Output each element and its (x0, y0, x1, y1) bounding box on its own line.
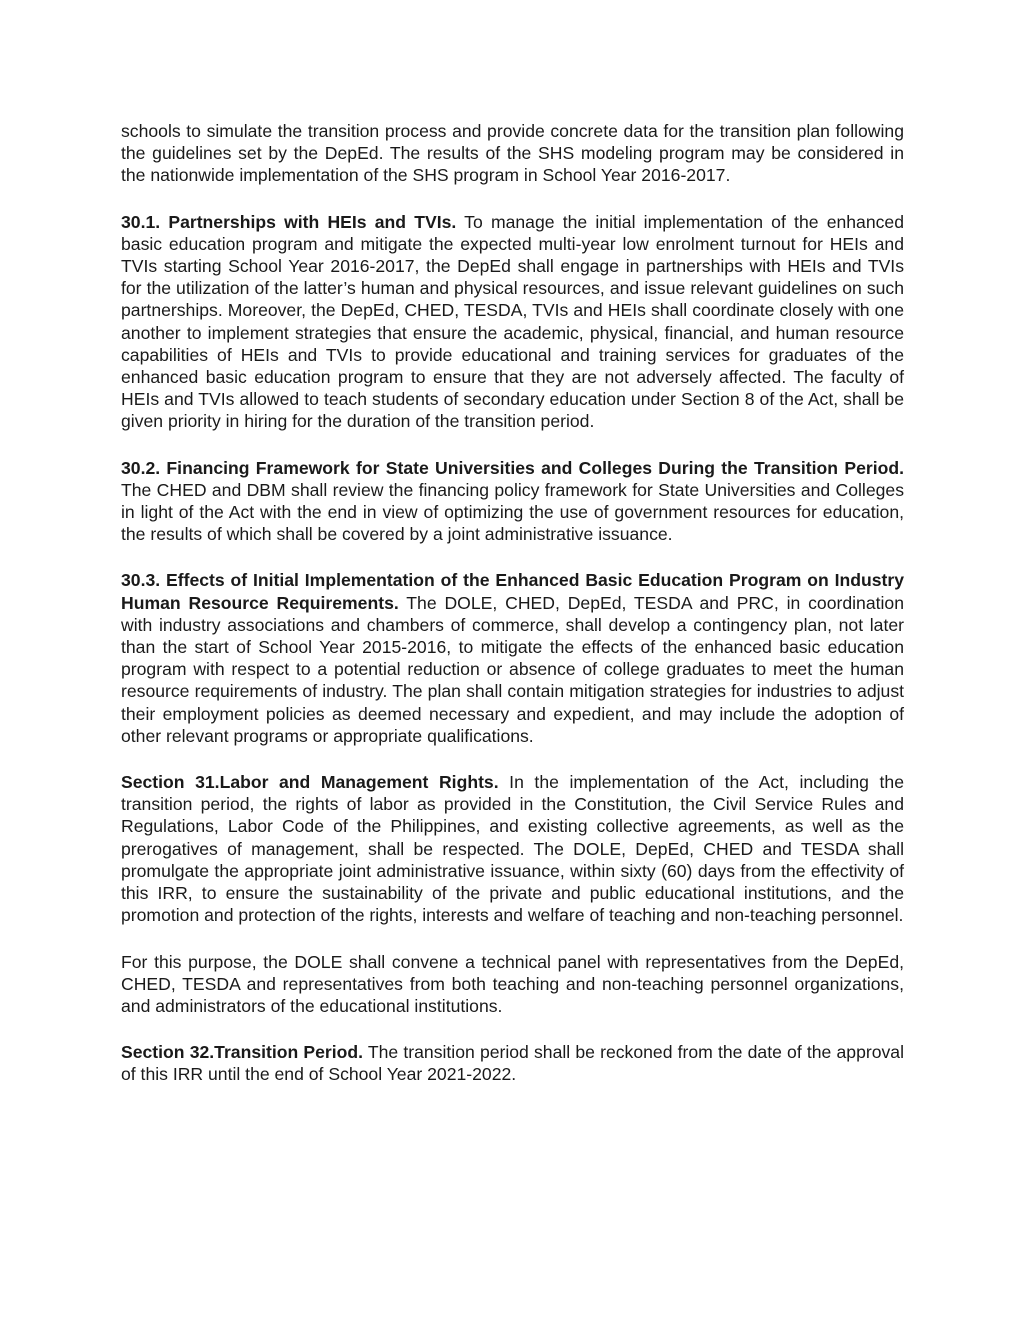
paragraph-body: The DOLE, CHED, DepEd, TESDA and PRC, in coordination with industry associations and chambers of commerce, shall develop a contingency plan, not later than the start of School Year 2015-2016, to mitigate the effects of the enhanced basic education program with respect to a potential reduction or absence of college graduates to meet the human resource requirements of industry. The plan shall contain mitigation strategies for industries to adjust their employment policies as deemed necessary and expedient, and may include the adoption of other relevant programs or appropriate qualifications. (121, 592, 904, 746)
section-heading: 30.2. Financing Framework for State Universities and Colleges During the Transition Period. (121, 457, 904, 478)
section-heading: 30.1. Partnerships with HEIs and TVIs. (121, 211, 457, 232)
paragraph-body: The transition period shall be reckoned from the date of the approval of this IRR until the end of School Year 2021-2022. (121, 1042, 904, 1085)
paragraph-30-3-effects (121, 569, 904, 747)
paragraph-30-1-partnerships (121, 211, 904, 433)
section-heading: Section 32.Transition Period. (121, 1042, 364, 1063)
paragraph-technical-panel (121, 951, 904, 1018)
paragraph-section-31-labor (121, 771, 904, 926)
paragraph-body: To manage the initial implementation of the enhanced basic education program and mitigate the expected multi-year low enrolment turnout for HEIs and TVIs starting School Year 2016-2017, the DepEd shall engage in partnerships with HEIs and TVIs for the utilization of the latter’s human and physical resources, and issue relevant guidelines on such partnerships. Moreover, the DepEd, CHED, TESDA, TVIs and HEIs shall coordinate closely with one another to implement strategies that ensure the academic, physical, financial, and human resource capabilities of HEIs and TVIs to provide educational and training services for graduates of the enhanced basic education program to ensure that they are not adversely affected. The faculty of HEIs and TVIs allowed to teach students of secondary education under Section 8 of the Act, shall be given priority in hiring for the duration of the transition period. (121, 211, 904, 432)
document-page (121, 120, 904, 1110)
paragraph-body: For this purpose, the DOLE shall convene a technical panel with representatives from the DepEd, CHED, TESDA and representatives from both teaching and non-teaching personnel organizations, and administrators of the educational institutions. (121, 951, 904, 1016)
section-heading: Section 31.Labor and Management Rights. (121, 772, 499, 793)
paragraph-section-32-transition (121, 1041, 904, 1085)
paragraph-shs-modeling (121, 120, 904, 187)
paragraph-body: In the implementation of the Act, including the transition period, the rights of labor as provided in the Constitution, the Civil Service Rules and Regulations, Labor Code of the Philippines, and existing collective agreements, as well as the prerogatives of management, shall be respected. The DOLE, DepEd, CHED and TESDA shall promulgate the appropriate joint administrative issuance, within sixty (60) days from the effectivity of this IRR, to ensure the sustainability of the private and public educational institutions, and the promotion and protection of the rights, interests and welfare of teaching and non-teaching personnel. (121, 772, 904, 926)
paragraph-body: schools to simulate the transition process and provide concrete data for the transition plan following the guidelines set by the DepEd. The results of the SHS modeling program may be considered in the nationwide implementation of the SHS program in School Year 2016-2017. (121, 121, 904, 186)
paragraph-body: The CHED and DBM shall review the financing policy framework for State Universities and Colleges in light of the Act with the end in view of optimizing the use of government resources for education, the results of which shall be covered by a joint administrative issuance. (121, 479, 904, 545)
section-heading: 30.3. Effects of Initial Implementation of the Enhanced Basic Education Program on Industry Human Resource Requirements. (121, 570, 904, 613)
paragraph-30-2-financing (121, 457, 904, 546)
